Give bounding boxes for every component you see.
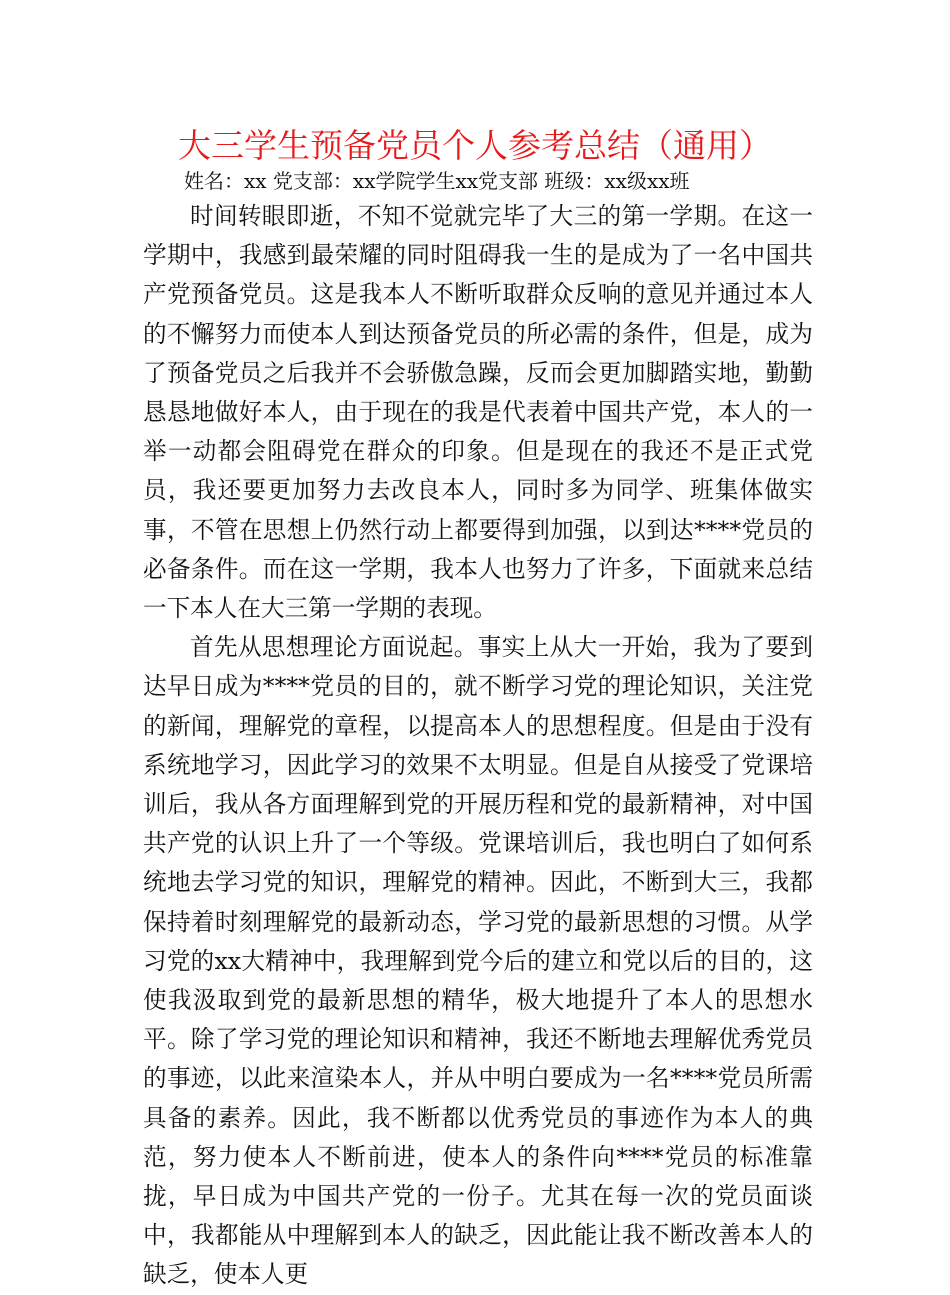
author-meta-line: 姓名：xx 党支部：xx学院学生xx党支部 班级：xx级xx班 <box>184 169 690 193</box>
paragraph-1: 时间转眼即逝，不知不觉就完毕了大三的第一学期。在这一学期中，我感到最荣耀的同时阻碍我一生的是成为了一名中国共产党预备党员。这是我本人不断听取群众反响的意见并通过本人的不懈努力而使本人到达预备党员的所必需的条件，但是，成为了预备党员之后我并不会骄傲急躁，反而会更加脚踏实地，勤勤恳恳地做好本人，由于现在的我是代表着中国共产党，本人的一举一动都会阻碍党在群众的印象。但是现在的我还不是正式党员，我还要更加努力去改良本人，同时多为同学、班集体做实事，不管在思想上仍然行动上都要得到加强，以到达****党员的必备条件。而在这一学期，我本人也努力了许多，下面就来总结一下本人在大三第一学期的表现。 <box>143 202 813 623</box>
document-body <box>143 197 813 1295</box>
paragraph-2: 首先从思想理论方面说起。事实上从大一开始，我为了要到达早日成为****党员的目的，就不断学习党的理论知识，关注党的新闻，理解党的章程，以提高本人的思想程度。但是由于没有系统地学习，因此学习的效果不太明显。但是自从接受了党课培训后，我从各方面理解到党的开展历程和党的最新精神，对中国共产党的认识上升了一个等级。党课培训后，我也明白了如何系统地去学习党的知识，理解党的精神。因此，不断到大三，我都保持着时刻理解党的最新动态，学习党的最新思想的习惯。从学习党的xx大精神中，我理解到党今后的建立和党以后的目的，这使我汲取到党的最新思想的精华，极大地提升了本人的思想水平。除了学习党的理论知识和精神，我还不断地去理解优秀党员的事迹，以此来渲染本人，并从中明白要成为一名****党员所需具备的素养。因此，我不断都以优秀党员的事迹作为本人的典范，努力使本人不断前进，使本人的条件向****党员的标准靠拢，早日成为中国共产党的一份子。尤其在每一次的党员面谈中，我都能从中理解到本人的缺乏，因此能让我不断改善本人的缺乏，使本人更 <box>143 633 813 1289</box>
document-title: 大三学生预备党员个人参考总结（通用） <box>178 126 772 165</box>
